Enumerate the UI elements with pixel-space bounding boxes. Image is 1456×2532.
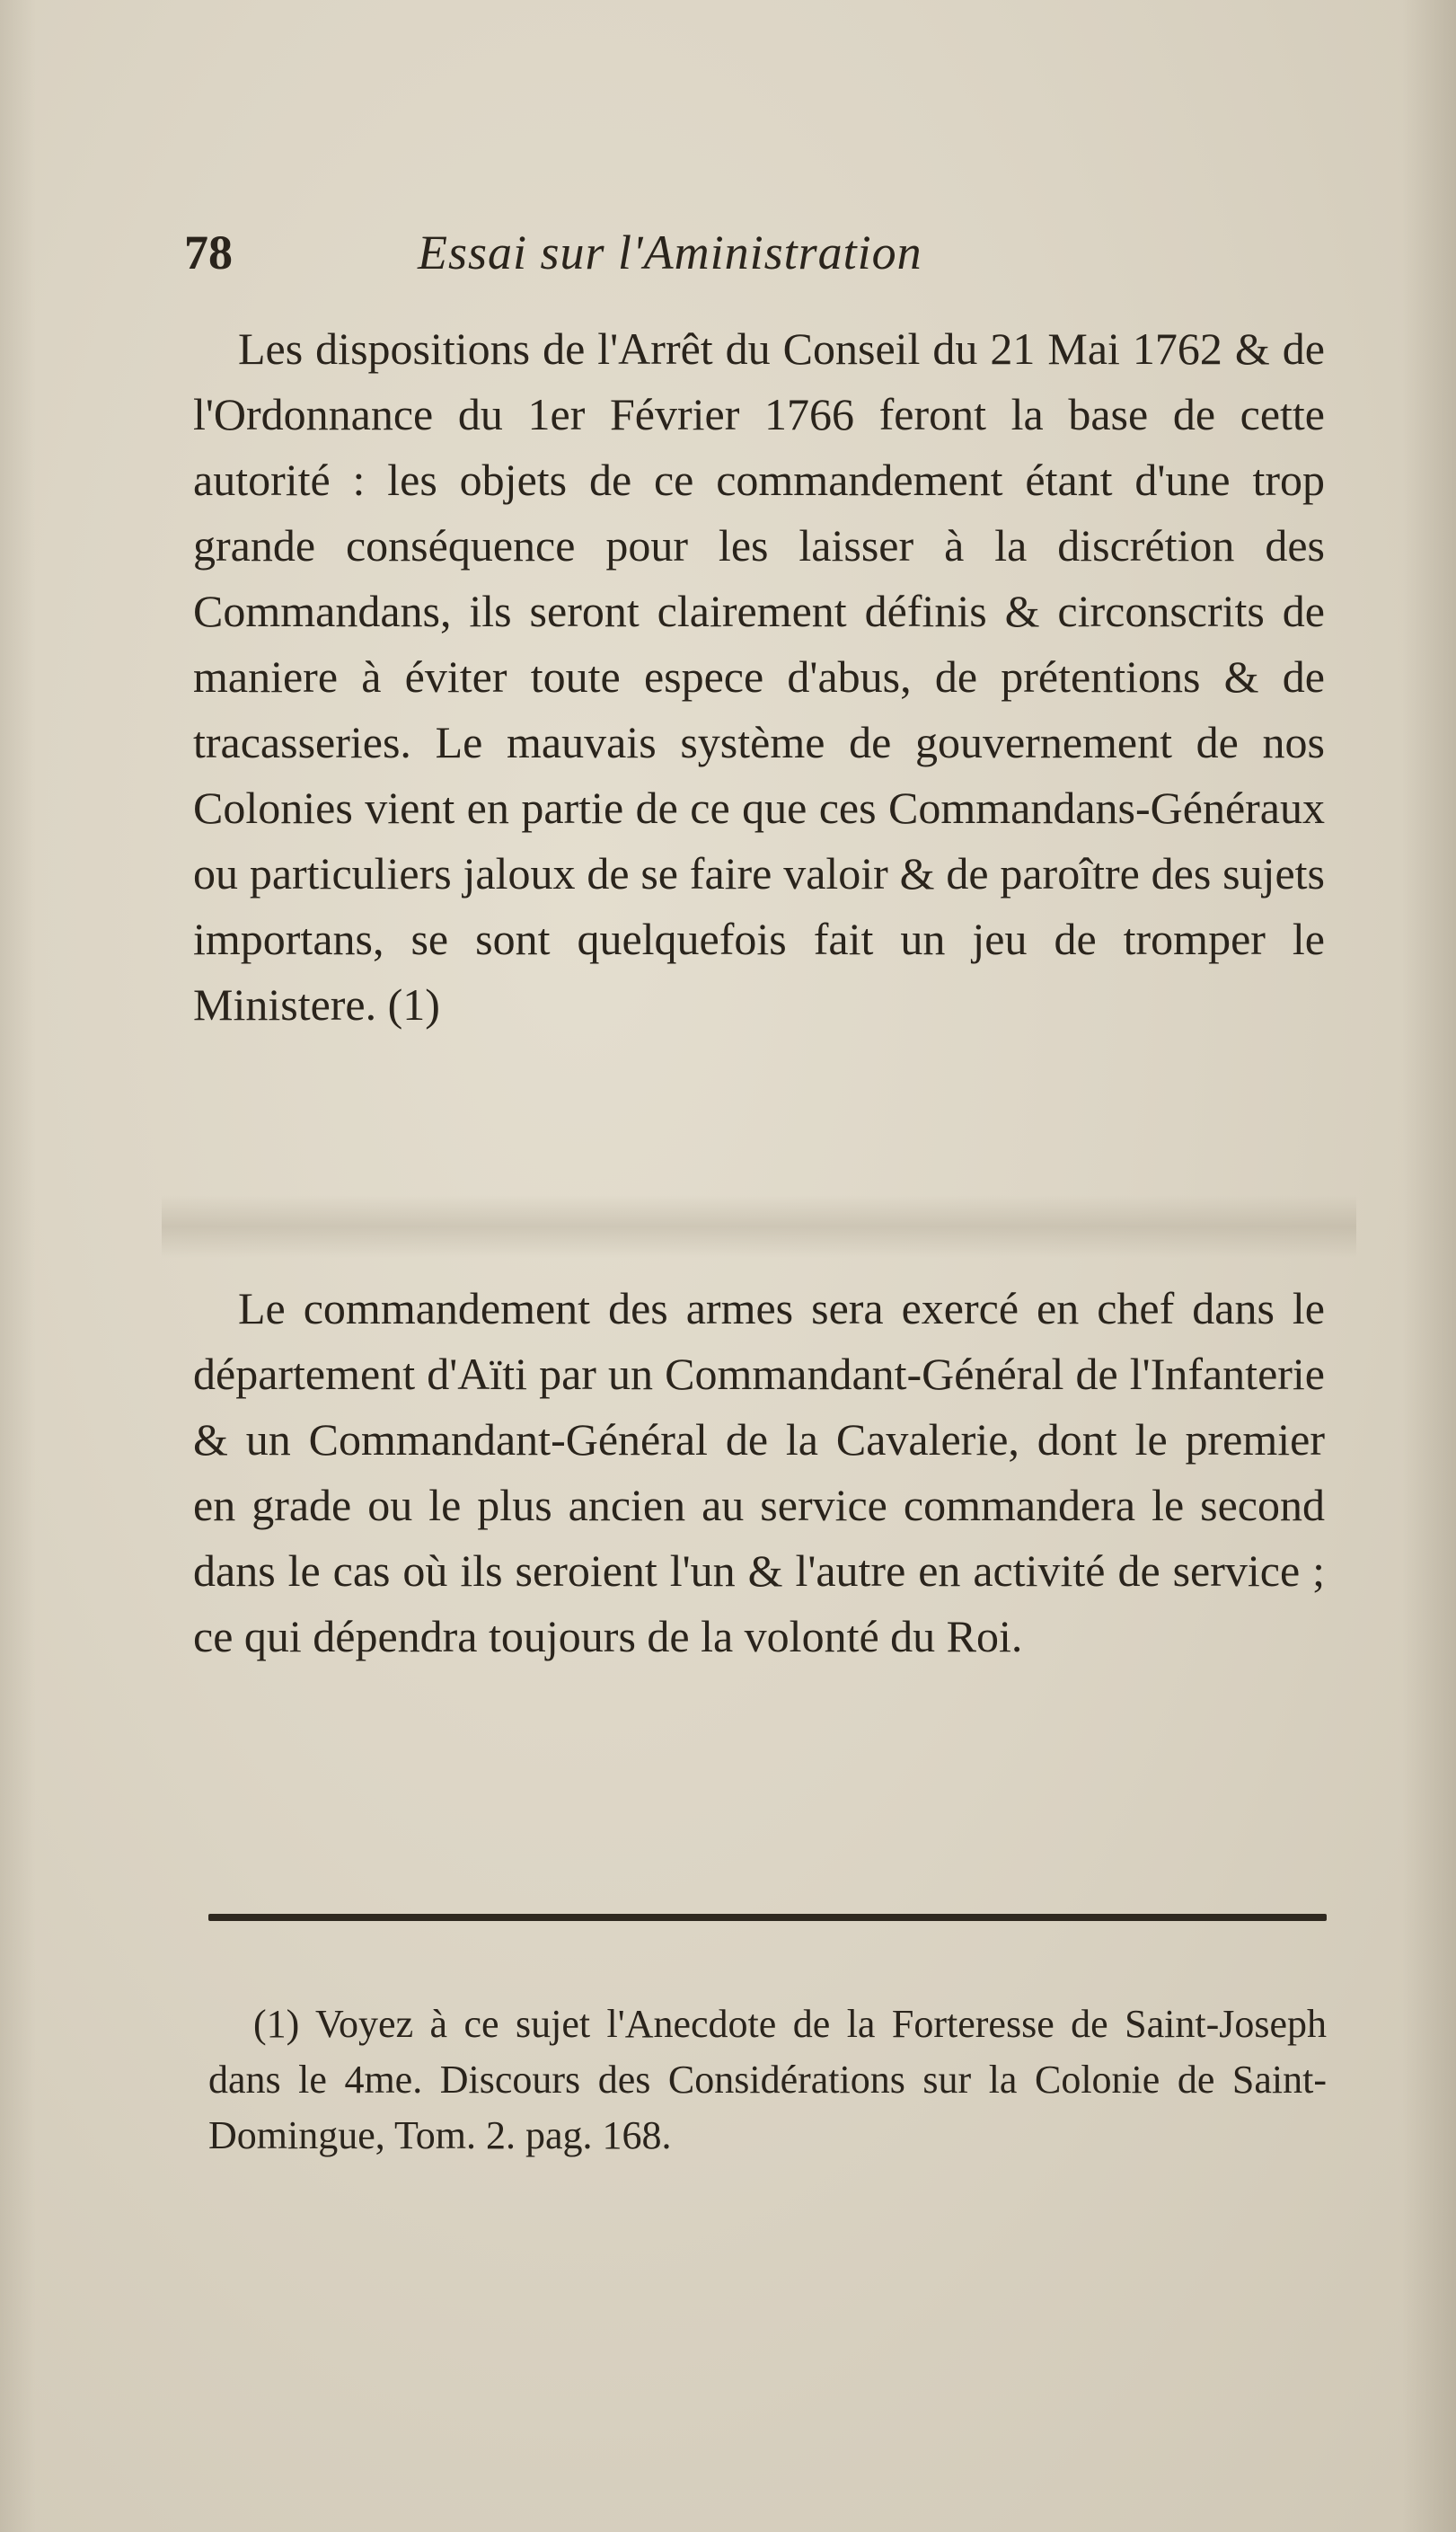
paragraph-2: Le commandement des armes sera exercé en chef dans le département d'Aïti par un Commandant-Général de l'Infanterie & un Commandant-Général de la Cavalerie, dont le premier en grade ou le plus ancien au service commandera le second dans le cas où ils seroient l'un & l'autre en activité de service ; ce qui dépendra toujours de la volonté du Roi. (193, 1283, 1325, 1661)
page-number: 78 (184, 226, 233, 279)
page-left-shadow (0, 0, 36, 2532)
paragraph-1: Les dispositions de l'Arrêt du Conseil du 21 Mai 1762 & de l'Ordonnance du 1er Février 1766 feront la base de cette autorité : les objets de ce commandement étant d'une trop grande conséquence pour les laisser à la discrétion des Commandans, ils seront clairement définis & circonscrits de maniere à éviter toute espece d'abus, de prétentions & de tracasseries. Le mauvais système de gouvernement de nos Colonies vient en partie de ce que ces Commandans-Généraux ou particuliers jaloux de se faire valoir & de paroître des sujets importans, se sont quelquefois fait un jeu de tromper le Ministere. (1) (193, 323, 1325, 1030)
running-head (184, 225, 1325, 297)
footnote: (1) Voyez à ce sujet l'Anecdote de la Forteresse de Saint-Joseph dans le 4me. Discours des Considérations sur la Colonie de Saint-Domingue, Tom. 2. pag. 168. (208, 2002, 1327, 2157)
page-fold-shadow (162, 1195, 1356, 1258)
footnote-rule (208, 1914, 1327, 1921)
running-title: Essai sur l'Aministration (418, 226, 922, 279)
page-right-shadow (1402, 0, 1456, 2532)
